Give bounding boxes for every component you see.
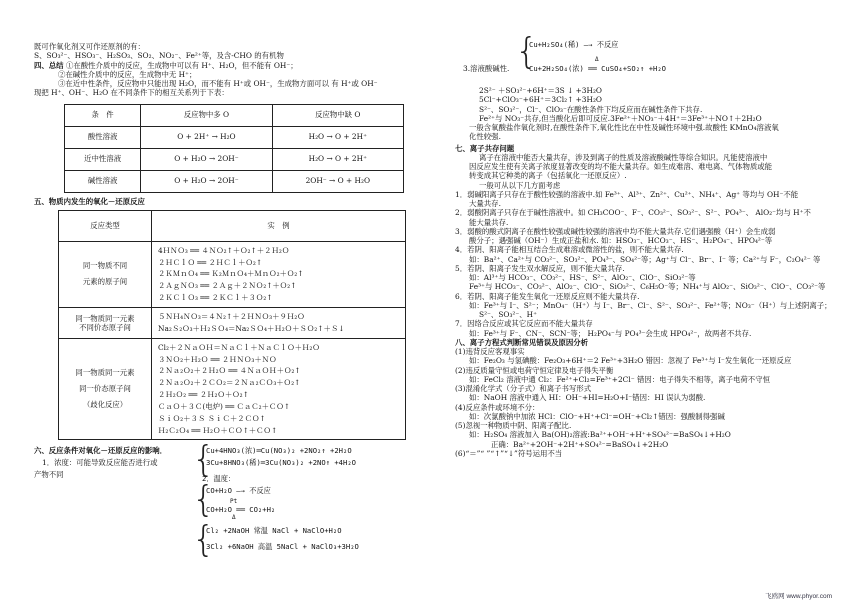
error-item: (2)违反质量守恒或电荷守恒定律及电子得失平衡 (455, 365, 614, 375)
section-4-title: 四、总结 (34, 60, 64, 70)
text-line: 一般可从以下几方面考虑 (479, 180, 561, 190)
condition-label: Δ (595, 56, 599, 63)
section-8-title: 八、离子方程式判断常见错误及原因分析 (455, 337, 589, 347)
equation: 5Cl⁻+ClO₃⁻+6H⁺＝3Cl₂↑ +3H₂O (479, 95, 602, 105)
table-row (59, 241, 406, 307)
equation: ２Ｈ₂Ｏ₂ ══ ２Ｈ₂Ｏ＋Ｏ₂↑ (158, 390, 249, 400)
table-cell: H₂O → O + 2H⁺ (272, 148, 403, 170)
brace-icon: { (192, 439, 215, 481)
equation: Cl₂＋２ＮａＯＨ＝ＮａＣｌ＋ＮａＣｌＯ＋Ｈ₂Ｏ (158, 342, 320, 352)
list-item: 4．若阴、阳离子能相互结合生成难溶或微溶性的盐，则不能大量共存. (455, 245, 684, 255)
table-cell: O + 2H⁺ → H₂O (141, 126, 272, 148)
table-cell: O + H₂O → 2OH⁻ (141, 148, 272, 170)
reaction-type-label: 同一价态原子间 (79, 383, 131, 393)
table-header: 反应类型 (59, 210, 152, 241)
list-item: 3．弱酸的酸式阴离子在酸性较强或碱性较强的溶液中均不能大量共存.它们遇强酸（H⁺）会生成弱 (455, 226, 776, 236)
handwritten-equation: CO+H₂O —→ 不反应 (206, 486, 271, 496)
list-item: 如：Fe³⁺与 F⁻、CN⁻、SCN⁻等； H₂PO₄⁻与 PO₄³⁻会生成 HPO₄²⁻，故两者不共存. (469, 328, 752, 338)
table-cell: 酸性溶液 (65, 126, 141, 148)
handwritten-equation: Cl₂ +2NaOH 常温 NaCl + NaClO+H₂O (206, 526, 342, 536)
error-item: 如：次氯酸钠中加浓 HCl：ClO⁻+H⁺+Cl⁻=OH⁻+Cl₂↑错因：强酸制得强碱 (469, 411, 725, 421)
reaction-type-label: 元素的原子间 (82, 277, 128, 287)
error-item: 如：H₂SO₄ 溶液加入 Ba(OH)₂溶液:Ba²⁺+OH⁻+H⁺+SO₄²⁻=BaSO₄↓+H₂O (469, 430, 731, 440)
reaction-type-label: 不同价态原子间 (79, 322, 131, 332)
error-item: (4)反应条件或环境不分： (455, 402, 540, 412)
list-item: Fe³⁺与 HCO₃⁻、CO₃²⁻、AlO₂⁻、ClO⁻、SiO₃²⁻、C₆H₅O⁻等；NH₄⁺与 AlO₂⁻、SiO₃²⁻、ClO⁻、CO₃²⁻等 (469, 282, 826, 292)
equation: ２ＫＣｌＯ₃ ══ ２ＫＣｌ＋３Ｏ₂↑ (158, 293, 273, 303)
handwritten-equation: CO+H₂O ══ CO₂+H₂ (206, 505, 276, 515)
brace-icon: { (515, 31, 538, 72)
s6-concentration: 1．浓度：可能导致反应能否进行或 (42, 458, 158, 468)
footer-watermark: 飞鸥网 www.phyor.com (765, 592, 832, 600)
list-item: S²⁻、SO₃²⁻、H⁺ (479, 310, 538, 319)
section-5-title: 五、物质内发生的氧化－还原反应 (34, 196, 145, 206)
equation: ＣａＯ＋３Ｃ(电炉) ══ ＣａＣ₂＋ＣＯ↑ (158, 401, 290, 411)
list-item: 酸分子；遇强碱（OH⁻）生成正盐和水. 如：HSO₃⁻、HCO₃⁻、HS⁻、H₂PO₄⁻、HPO₄²⁻等 (469, 236, 773, 245)
reaction-type-label: 同一物质同一元素 (75, 313, 135, 323)
handwritten-equation: Cu+4HNO₃(浓)═Cu(NO₃)₂ +2NO₂↑ +2H₂O (206, 446, 352, 456)
handwritten-equation: Cu+2H₂SO₄(浓) ══ CuSO₄+SO₂↑ +H₂O (529, 64, 667, 73)
list-item: 大量共存. (469, 199, 501, 208)
list-item: 1．弱碱阳离子只存在于酸性较强的溶液中.如 Fe³⁺、Al³⁺、Zn²⁺、Cu²⁺、NH₄⁺、Ag⁺ 等均与 OH⁻不能 (455, 189, 799, 199)
brace-icon: { (192, 479, 215, 521)
text-line: 离子在溶液中能否大量共存，涉及到离子的性质及溶液酸碱性等综合知识。凡能使溶液中 (479, 152, 768, 162)
list-item: 能大量共存. (469, 217, 509, 227)
list-item: 7．因络合反应或其它反应而不能大量共存 (455, 319, 593, 329)
brace-icon: { (192, 519, 215, 561)
equation: ５ＮＨ₄ＮＯ₃＝４Ｎ₂↑＋２ＨＮＯ₃＋９Ｈ₂Ｏ (158, 311, 305, 321)
equation: ３ＮＯ₂＋Ｈ₂Ｏ ══ ２ＨＮＯ₃＋ＮＯ (158, 354, 277, 364)
list-item: 2．弱酸阴离子只存在于碱性溶液中。如 CH₃COO⁻、F⁻、CO₃²⁻、SO₃²⁻、S²⁻、PO₄³⁻、 AlO₂⁻均与 H⁺不 (455, 208, 811, 218)
intro-line-1: 既可作氧化剂又可作还原剂的有： (34, 42, 145, 51)
left-column (34, 42, 434, 561)
reaction-type-label: 同一物质同一元素 (75, 367, 135, 377)
equation: ＳｉＯ₂＋３Ｓ ＳｉＣ＋２ＣＯ↑ (158, 413, 266, 423)
reaction-type-label: （歧化反应） (82, 400, 128, 410)
handwritten-equation: 3Cl₂ +6NaOH 高温 5NaCl + NaClO₃+3H₂O (206, 542, 359, 552)
table-header: 反应物中多 O (141, 104, 272, 126)
handwritten-equation: 3Cu+8HNO₃(稀)═3Cu(NO₃)₂ +2NO↑ +4H₂O (206, 458, 356, 468)
equation: 4ＨＮＯ₃ ══ ４ＮＯ₂↑＋Ｏ₂↑＋２Ｈ₂Ｏ (158, 245, 290, 255)
error-item: 如：FeCl₂ 溶液中通 Cl₂：Fe²⁺+Cl₂=Fe³⁺+2Cl⁻ 错因：电子得失不相等，离子电荷不守恒 (469, 374, 770, 384)
condition-label: Δ (232, 514, 236, 522)
text-line: 转变成其它种类的离子（包括氧化一还原反应）. (469, 171, 627, 181)
error-item: (1)违背反应客观事实 (455, 347, 525, 356)
text-line: S²⁻、SO₃²⁻，Cl⁻、ClO₃⁻在酸性条件下均反应而在碱性条件下共存. (479, 104, 703, 114)
error-item: 如：Fe₂O₃ 与氢碘酸：Fe₂O₃+6H⁺＝2 Fe³⁺+3H₂O 错因：忽视了 Fe³⁺与 I⁻发生氧化一还原反应 (469, 356, 792, 366)
error-item: (3)混淆化学式（分子式）和离子书写形式 (455, 384, 592, 393)
right-column (455, 31, 835, 458)
condition-label: Pt (230, 498, 238, 506)
equation: ２ＫＭｎＯ₄ ══ Ｋ₂ＭｎＯ₄＋ＭｎＯ₂＋Ｏ₂↑ (158, 269, 304, 279)
list-item: 5．若阴、阳离子发生双水解反应，则不能大量共存. (455, 263, 625, 273)
equation: ２ＡｇＮＯ₃ ══ ２Ａｇ＋２ＮＯ₂↑＋Ｏ₂↑ (158, 281, 297, 291)
table-row (59, 338, 406, 440)
reaction-type-label: 同一物质不同 (82, 261, 128, 271)
table-row (65, 148, 404, 170)
table-cell: 碱性溶液 (65, 170, 141, 192)
list-item: 如：Al³⁺与 HCO₃⁻、CO₃²⁻、HS⁻、S²⁻、AlO₂⁻、ClO⁻、SiO₃²⁻等 (469, 273, 696, 282)
temperature-label: 2．温度： (202, 474, 236, 484)
equation: Na₂Ｓ₂Ｏ₃＋Ｈ₂ＳＯ₄＝Na₂ＳＯ₄＋Ｈ₂Ｏ＋ＳＯ₂↑＋Ｓ↓ (158, 323, 345, 333)
list-item: 6．若阴、阳离子能发生氧化一还原反应则不能大量共存. (455, 291, 640, 301)
s4-point-4: 现把 H⁺、OH⁻、H₂O 在不同条件下的相互关系列于下表： (34, 88, 229, 98)
table-row (65, 170, 404, 192)
table-row (65, 126, 404, 148)
table-cell: 近中性溶液 (65, 148, 141, 170)
section-6-title: 六、反应条件对氧化－还原反应的影响． (34, 446, 168, 456)
list-item: 如：Ba²⁺、Ca²⁺与 CO₃²⁻、SO₃²⁻、PO₄³⁻、SO₄²⁻等；Ag⁺与 Cl⁻、Br⁻、I⁻ 等；Ca²⁺与 F⁻，C₂O₄²⁻ 等 (469, 254, 821, 264)
table-header: 条 件 (65, 104, 141, 126)
handwritten-equation: Cu+H₂SO₄(稀) —→ 不反应 (529, 40, 619, 49)
equation: Ｈ₂Ｃ₂Ｏ₄ ══ Ｈ₂Ｏ＋ＣＯ↑＋ＣＯ↑ (158, 425, 278, 435)
text-line: Fe²⁺与 NO₃⁻共存,但当酸化后即可反应.3Fe²⁺＋NO₃⁻＋4H⁺＝3Fe³⁺＋NO↑＋2H₂O (479, 113, 762, 123)
text-line: 化性较强. (469, 132, 501, 142)
intro-line-2: S、SO₃²⁻、HSO₃⁻、H₂SO₃、SO₂、NO₂⁻、Fe²⁺等，及含-CHO 的有机物 (34, 51, 284, 61)
table-header: 反应物中缺 O (272, 104, 403, 126)
text-line: 因反应发生使有关离子浓度显著改变的均不能大量共存。如生成难溶、难电离、气体物质或能 (469, 162, 773, 171)
error-item: 正确：Ba²⁺+2OH⁻+2H⁺+SO₄²⁻=BaSO₄↓+2H₂O (491, 439, 669, 449)
table-cell: H₂O → O + 2H⁺ (272, 126, 403, 148)
error-item: (5)忽视一种物质中阴、阳离子配比. (455, 421, 572, 430)
table-header: 实 例 (152, 210, 406, 241)
redox-type-table (58, 210, 406, 441)
s4-point-3: ③在近中性条件，反应物中只能出现 H₂O，而不能有 H⁺或 OH⁻，生成物方面可以 有 H⁺或 OH⁻ (58, 79, 378, 88)
error-item: (6)“＝”“ ”“↑”“↓”符号运用不当 (455, 448, 563, 458)
table-cell: O + H₂O → 2OH⁻ (141, 170, 272, 192)
section-7-title: 七、离子共存问题 (455, 143, 515, 153)
table-cell: 2OH⁻ → O + H₂O (272, 170, 403, 192)
acidity-label: 3.溶液酸碱性. (463, 64, 510, 73)
equation: 2S²⁻ ＋SO₃²⁻+6H⁺＝3S ↓ +3H₂O (479, 86, 602, 95)
section-6 (34, 439, 434, 561)
condition-table (64, 104, 404, 193)
s4-point-2: ②在碱性介质中的反应，生成物中无 H⁺； (58, 69, 197, 79)
list-item: 如：Fe³⁺与 I⁻、S²⁻；MnO₄⁻（H⁺）与 I⁻、Br⁻、Cl⁻、S²⁻、SO₃²⁻、Fe²⁺等；NO₃⁻（H⁺）与上述阴离子； (469, 300, 832, 310)
equation: ２ＨＣｌＯ ══ ２ＨＣｌ＋Ｏ₂↑ (158, 257, 263, 267)
s6-concentration-2: 产物不同 (34, 470, 64, 480)
text-line: 一般含氧酸盐作氧化剂时,在酸性条件下,氧化性比在中性及碱性环境中强.故酸性 KMnO₄溶液氧 (469, 123, 779, 132)
equation: ２Ｎａ₂Ｏ₂＋２ＣＯ₂＝２Ｎａ₂ＣＯ₃＋Ｏ₂↑ (158, 378, 301, 388)
s4-point-1: ①在酸性介质中的反应，生成物中可以有 H⁺、H₂O，但不能有 OH⁻； (65, 60, 298, 70)
equation: ２Ｎａ₂Ｏ₂＋２Ｈ₂Ｏ ══ ４ＮａＯＨ＋Ｏ₂↑ (158, 366, 301, 376)
error-item: 如：NaOH 溶液中通入 HI：OH⁻+HI=H₂O+I⁻错因：HI 误认为弱酸. (469, 393, 706, 403)
table-row (59, 307, 406, 338)
acidity-header (455, 31, 835, 86)
